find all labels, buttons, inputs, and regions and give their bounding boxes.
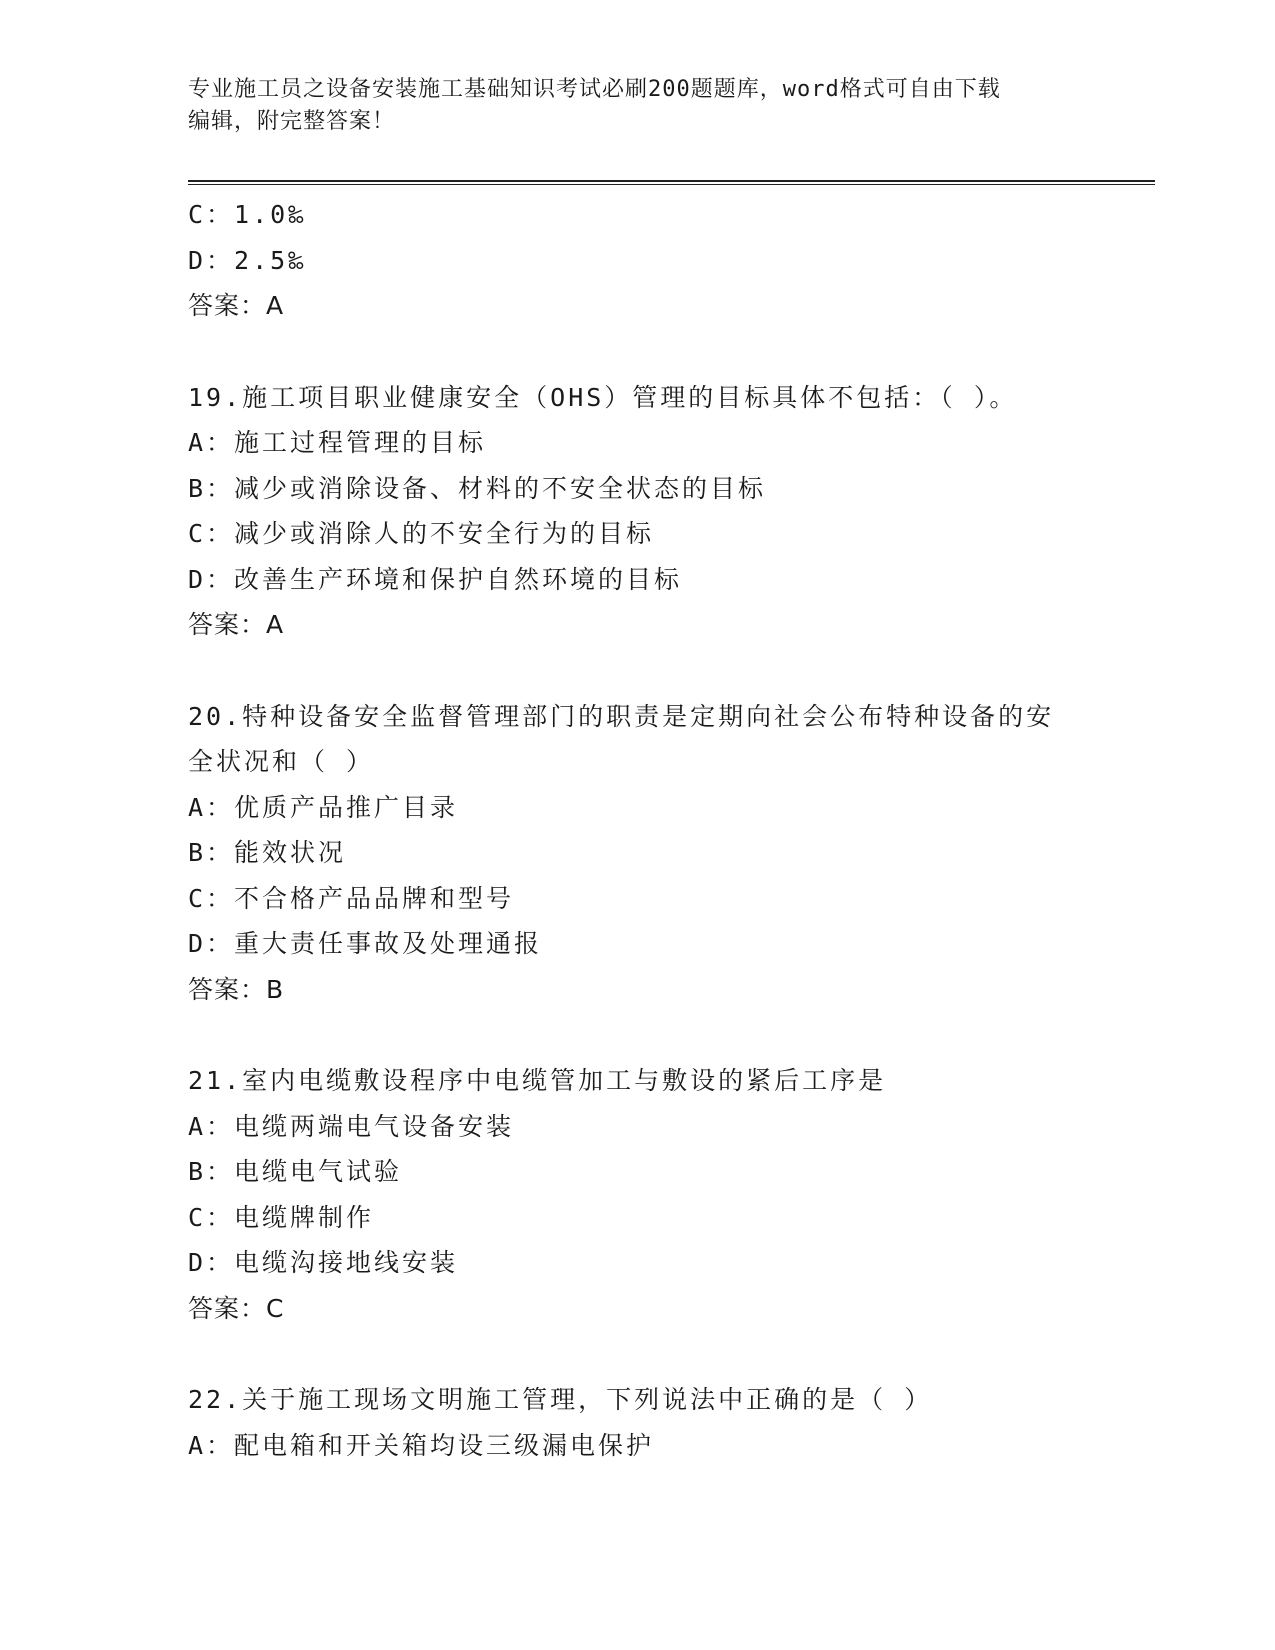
option-d: D：2.5‰ (188, 245, 307, 275)
option-c: C：1.0‰ (188, 200, 307, 229)
spacer (188, 1331, 1068, 1377)
question-title-line-1: 20.特种设备安全监督管理部门的职责是定期向社会公布特种设备的安 (188, 701, 1055, 731)
option-b: B：减少或消除设备、材料的不安全状态的目标 (188, 473, 767, 503)
question-20 (188, 694, 1068, 1013)
question-19 (188, 375, 1068, 648)
option-d: D：重大责任事故及处理通报 (188, 929, 543, 958)
header-title-line-2: 编辑，附完整答案！ (188, 109, 396, 134)
option-a: A：优质产品推广目录 (188, 792, 459, 822)
question-title: 19.施工项目职业健康安全（OHS）管理的目标具体不包括：（ ）。 (188, 382, 1018, 412)
option-c: C：减少或消除人的不安全行为的目标 (188, 519, 655, 548)
question-22 (188, 1377, 1068, 1468)
option-c: C：电缆牌制作 (188, 1202, 375, 1232)
answer-line: 答案：B (188, 974, 285, 1004)
spacer (188, 648, 1068, 694)
answer-line: 答案：C (188, 1293, 285, 1323)
question-title-line-2: 全状况和（ ） (188, 747, 375, 776)
option-a: A：配电箱和开关箱均设三级漏电保护 (188, 1430, 655, 1460)
answer-line: 答案：A (188, 291, 285, 320)
question-21 (188, 1058, 1068, 1331)
option-a: A：电缆两端电气设备安装 (188, 1111, 515, 1141)
header-divider (188, 180, 1155, 185)
option-d: D：电缆沟接地线安装 (188, 1248, 459, 1277)
option-c: C：不合格产品品牌和型号 (188, 883, 515, 913)
spacer (188, 329, 1068, 375)
answer-line: 答案：A (188, 610, 285, 639)
option-a: A：施工过程管理的目标 (188, 428, 487, 457)
option-d: D：改善生产环境和保护自然环境的目标 (188, 564, 683, 594)
prev-question-block (188, 192, 1068, 329)
document-header (188, 74, 1088, 138)
spacer (188, 1012, 1068, 1058)
question-list (188, 192, 1068, 1468)
document-page (188, 0, 1158, 1650)
option-b: B：能效状况 (188, 838, 347, 867)
option-b: B：电缆电气试验 (188, 1157, 403, 1186)
question-title: 21.室内电缆敷设程序中电缆管加工与敷设的紧后工序是 (188, 1066, 887, 1095)
question-title: 22.关于施工现场文明施工管理，下列说法中正确的是（ ） (188, 1385, 933, 1414)
header-title-line-1: 专业施工员之设备安装施工基础知识考试必刷200题题库，word格式可自由下载 (188, 77, 1001, 102)
